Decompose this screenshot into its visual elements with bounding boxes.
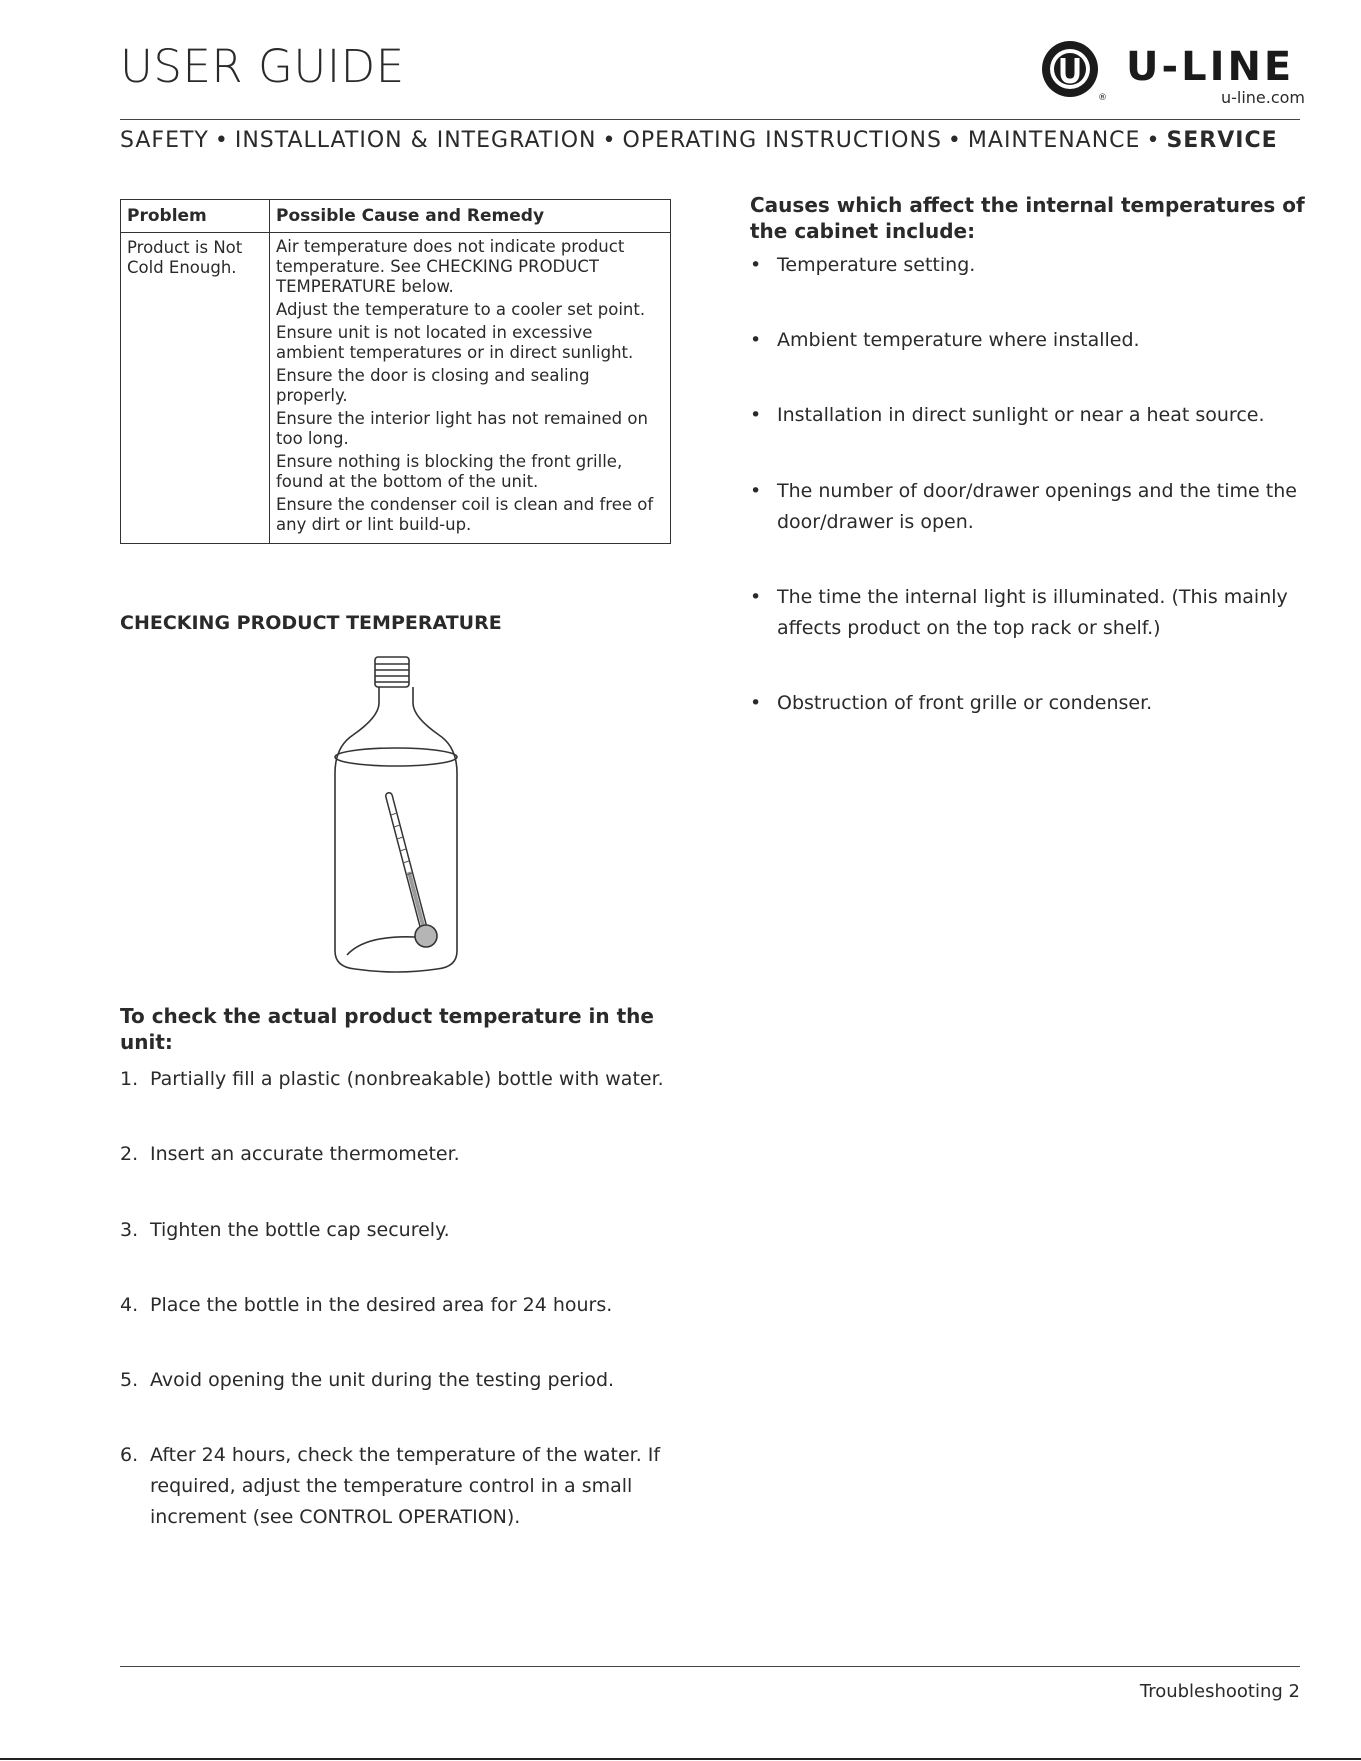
nav-separator: • xyxy=(214,128,229,153)
section-nav xyxy=(120,128,1300,153)
troubleshooting-table xyxy=(120,199,671,544)
table-header-row xyxy=(121,200,671,233)
step-text: Place the bottle in the desired area for 24 hours. xyxy=(150,1294,613,1316)
cause-text: Obstruction of front grille or condenser. xyxy=(777,692,1153,714)
cause-text: Temperature setting. xyxy=(777,254,976,276)
nav-item-service: SERVICE xyxy=(1166,128,1278,153)
cause-text: The number of door/drawer openings and the time the door/drawer is open. xyxy=(777,480,1297,533)
remedy-item: Ensure the door is closing and sealing properly. xyxy=(276,366,590,405)
step-text: Insert an accurate thermometer. xyxy=(150,1143,460,1165)
footer-divider xyxy=(120,1666,1300,1667)
bullet-icon: • xyxy=(750,329,762,351)
remedy-item: Ensure nothing is blocking the front grille, found at the bottom of the unit. xyxy=(276,452,623,491)
list-item xyxy=(750,250,1310,281)
step-number: 3. xyxy=(120,1219,139,1241)
section-heading-checking: CHECKING PRODUCT TEMPERATURE xyxy=(120,612,502,634)
step-number: 1. xyxy=(120,1068,139,1090)
list-item xyxy=(750,400,1310,431)
list-item xyxy=(120,1139,680,1170)
cause-text: Installation in direct sunlight or near a heat source. xyxy=(777,404,1265,426)
header-divider xyxy=(120,119,1300,120)
cause-text: The time the internal light is illuminated. (This mainly affects product on the top rack or shelf.) xyxy=(777,586,1288,639)
brand-logo xyxy=(1040,38,1305,108)
list-item xyxy=(750,688,1310,719)
step-text: After 24 hours, check the temperature of the water. If required, adjust the temperature control in a small increment (see CONTROL OPERATION). xyxy=(150,1444,661,1528)
remedy-cell xyxy=(270,233,671,544)
list-item xyxy=(120,1440,680,1533)
remedy-item: Ensure the interior light has not remained on too long. xyxy=(276,409,648,448)
page-footer: Troubleshooting 2 xyxy=(1139,1681,1300,1702)
bottle-with-thermometer-icon xyxy=(325,655,470,975)
nav-item-installation: INSTALLATION & INTEGRATION xyxy=(234,128,597,153)
bullet-icon: • xyxy=(750,480,762,502)
list-item xyxy=(750,582,1310,644)
cause-text: Ambient temperature where installed. xyxy=(777,329,1140,351)
remedy-item: Adjust the temperature to a cooler set point. xyxy=(276,300,646,319)
step-text: Avoid opening the unit during the testing period. xyxy=(150,1369,615,1391)
problem-cell: Product is Not Cold Enough. xyxy=(121,233,270,544)
table-row xyxy=(121,233,671,544)
logo-url: u-line.com xyxy=(1220,88,1305,107)
nav-separator: • xyxy=(1146,128,1161,153)
remedy-item: Ensure unit is not located in excessive ambient temperatures or in direct sunlight. xyxy=(276,323,634,362)
bullet-icon: • xyxy=(750,254,762,276)
page-edge-line xyxy=(0,1758,1361,1760)
bullet-icon: • xyxy=(750,692,762,714)
step-text: Partially fill a plastic (nonbreakable) bottle with water. xyxy=(150,1068,664,1090)
table-header-problem: Problem xyxy=(121,200,270,233)
check-instructions-heading: To check the actual product temperature in the unit: xyxy=(120,1004,654,1054)
page-title: USER GUIDE xyxy=(120,40,405,93)
list-item xyxy=(750,476,1310,538)
step-number: 6. xyxy=(120,1444,139,1466)
step-number: 2. xyxy=(120,1143,139,1165)
step-number: 5. xyxy=(120,1369,139,1391)
list-item xyxy=(120,1215,680,1246)
u-line-logo-icon xyxy=(1040,38,1110,108)
step-text: Tighten the bottle cap securely. xyxy=(150,1219,450,1241)
nav-separator: • xyxy=(947,128,962,153)
step-number: 4. xyxy=(120,1294,139,1316)
logo-wordmark: U-LINE xyxy=(1126,44,1295,90)
svg-text:®: ® xyxy=(1098,93,1107,103)
remedy-item: Air temperature does not indicate product temperature. See CHECKING PRODUCT TEMPERATURE below. xyxy=(276,237,625,296)
nav-item-safety: SAFETY xyxy=(120,128,209,153)
list-item xyxy=(120,1365,680,1396)
list-item xyxy=(120,1064,680,1095)
list-item xyxy=(750,325,1310,356)
nav-item-maintenance: MAINTENANCE xyxy=(967,128,1141,153)
list-item xyxy=(120,1290,680,1321)
table-header-remedy: Possible Cause and Remedy xyxy=(270,200,671,233)
nav-item-operating: OPERATING INSTRUCTIONS xyxy=(622,128,942,153)
causes-heading: Causes which affect the internal temperatures of the cabinet include: xyxy=(750,193,1305,243)
bullet-icon: • xyxy=(750,586,762,608)
nav-separator: • xyxy=(602,128,617,153)
remedy-item: Ensure the condenser coil is clean and free of any dirt or lint build-up. xyxy=(276,495,654,534)
bullet-icon: • xyxy=(750,404,762,426)
